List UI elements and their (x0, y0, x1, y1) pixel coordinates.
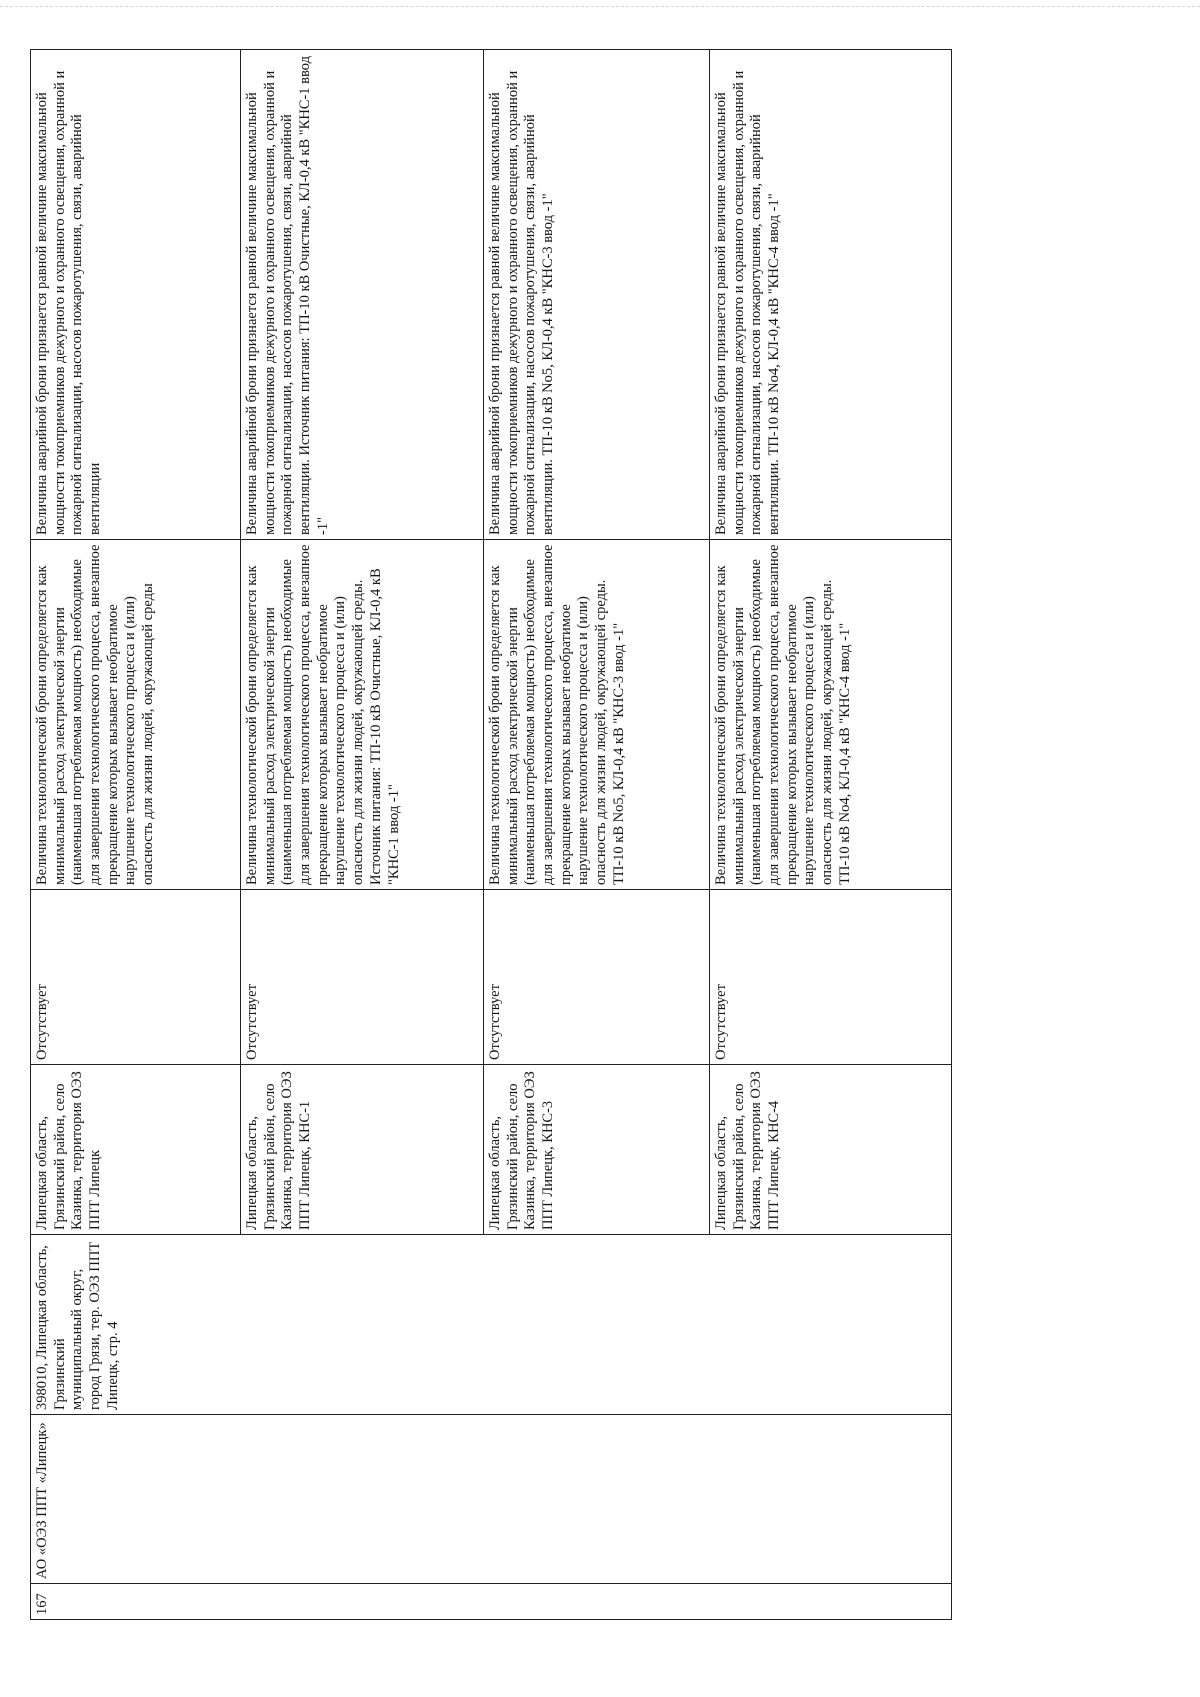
row-number-cell: 167 (31, 1584, 241, 1620)
row-number-cell-continued (484, 1584, 710, 1620)
row-number-cell-continued (241, 1584, 484, 1620)
emergency-reserve-cell: Величина аварийной брони признается равной величине максимальной мощности токоприемников дежурного и охранного освещения, охранной и пожарной сигнализации, насосов пожаротушения, связи, аварийной вентиляции (31, 50, 241, 540)
organization-cell-continued (484, 1415, 710, 1584)
emergency-reserve-cell: Величина аварийной брони признается равной величине максимальной мощности токоприемников дежурного и охранного освещения, охранной и пожарной сигнализации, насосов пожаротушения, связи, аварийной вентиляции. ТП-10 кВ No4, КЛ-0,4 кВ "КНС-4 ввод -1" (710, 50, 952, 540)
absence-cell: Отсутствует (484, 890, 710, 1065)
organization-cell-continued (241, 1415, 484, 1584)
emergency-reserve-cell: Величина аварийной брони признается равной величине максимальной мощности токоприемников дежурного и охранного освещения, охранной и пожарной сигнализации, насосов пожаротушения, связи, аварийной вентиляции. ТП-10 кВ No5, КЛ-0,4 кВ "КНС-3 ввод -1" (484, 50, 710, 540)
table-row (484, 50, 710, 1620)
legal-address-cell-continued (241, 1235, 484, 1415)
consumer-table (30, 49, 952, 1620)
technological-reserve-cell: Величина технологической брони определяется как минимальный расход электрической энергии (наименьшая потребляемая мощность) необходимые для завершения технологического процесса, внезапное прекращение которых вызывает необратимое нарушение технологического процесса и (или) опасность для жизни людей, окружающей среды. ТП-10 кВ No4, КЛ-0,4 кВ "КНС-4 ввод -1" (710, 540, 952, 890)
location-cell: Липецкая область, Грязинский район, село Казинка, территория ОЭЗ ППТ Липецк, КНС-1 (241, 1065, 484, 1235)
location-cell: Липецкая область, Грязинский район, село Казинка, территория ОЭЗ ППТ Липецк (31, 1065, 241, 1235)
emergency-reserve-cell: Величина аварийной брони признается равной величине максимальной мощности токоприемников дежурного и охранного освещения, охранной и пожарной сигнализации, насосов пожаротушения, связи, аварийной вентиляции. Источник питания: ТП-10 кВ Очистные, КЛ-0,4 кВ "КНС-1 ввод -1" (241, 50, 484, 540)
technological-reserve-cell: Величина технологической брони определяется как минимальный расход электрической энергии (наименьшая потребляемая мощность) необходимые для завершения технологического процесса, внезапное прекращение которых вызывает необратимое нарушение технологического процесса и (или) опасность для жизни людей, окружающей среды. Источник питания: ТП-10 кВ Очистные, КЛ-0,4 кВ "КНС-1 ввод -1" (241, 540, 484, 890)
organization-cell-continued (710, 1415, 952, 1584)
table-row (31, 50, 241, 1620)
table-row (241, 50, 484, 1620)
legal-address-cell: 398010, Липецкая область, Грязинский муниципальный округ, город Грязи, тер. ОЭЗ ППТ Липецк, стр. 4 (31, 1235, 241, 1415)
legal-address-cell-continued (484, 1235, 710, 1415)
technological-reserve-cell: Величина технологической брони определяется как минимальный расход электрической энергии (наименьшая потребляемая мощность) необходимые для завершения технологического процесса, внезапное прекращение которых вызывает необратимое нарушение технологического процесса и (или) опасность для жизни людей, окружающей среды (31, 540, 241, 890)
absence-cell: Отсутствует (710, 890, 952, 1065)
absence-cell: Отсутствует (31, 890, 241, 1065)
scan-edge-line (0, 6, 1200, 7)
technological-reserve-cell: Величина технологической брони определяется как минимальный расход электрической энергии (наименьшая потребляемая мощность) необходимые для завершения технологического процесса, внезапное прекращение которых вызывает необратимое нарушение технологического процесса и (или) опасность для жизни людей, окружающей среды. ТП-10 кВ No5, КЛ-0,4 кВ "КНС-3 ввод -1" (484, 540, 710, 890)
row-number-cell-continued (710, 1584, 952, 1620)
absence-cell: Отсутствует (241, 890, 484, 1065)
location-cell: Липецкая область, Грязинский район, село Казинка, территория ОЭЗ ППТ Липецк, КНС-4 (710, 1065, 952, 1235)
legal-address-cell-continued (710, 1235, 952, 1415)
table-row (710, 50, 952, 1620)
organization-cell: АО «ОЭЗ ППТ «Липецк» (31, 1415, 241, 1584)
rotated-page (30, 50, 1190, 1620)
location-cell: Липецкая область, Грязинский район, село Казинка, территория ОЭЗ ППТ Липецк, КНС-3 (484, 1065, 710, 1235)
